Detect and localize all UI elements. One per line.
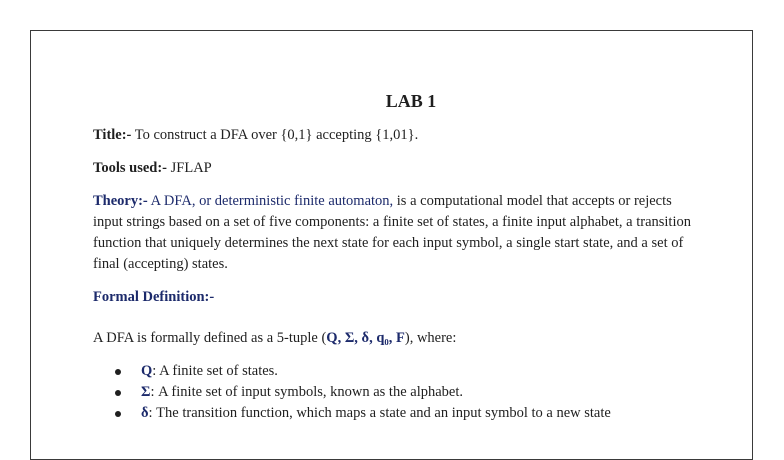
bullet-term: δ (141, 405, 149, 421)
title-text: To construct a DFA over {0,1} accepting {1,01}. (131, 127, 419, 143)
theory-label: Theory:- (93, 193, 148, 209)
bullet-icon (115, 369, 121, 375)
document-page (30, 30, 753, 460)
formal-intro-prefix: A DFA is formally defined as a 5-tuple ( (93, 330, 327, 346)
tools-label: Tools used:- (93, 160, 168, 176)
document-content (93, 91, 703, 424)
definition-list (93, 361, 703, 424)
tools-text: JFLAP (167, 160, 212, 176)
bullet-icon (115, 390, 121, 396)
bullet-term: Σ (141, 384, 151, 400)
theory-text: is a computational model that accepts or rejects input strings based on a set of five components: a finite set of states, a finite input alphabet, a transition function that uniquely determines the next state for each input symbol, a single start state, and a set of final (accepting) states. (93, 193, 691, 272)
tools-line (93, 158, 703, 179)
formal-tuple: Q, Σ, δ, q₀, F (326, 330, 405, 346)
theory-paragraph (93, 191, 703, 275)
formal-intro-suffix: ), where: (404, 330, 457, 346)
list-item (115, 403, 703, 424)
bullet-text: : A finite set of input symbols, known as the alphabet. (150, 384, 463, 400)
bullet-icon (115, 411, 121, 417)
title-label: Title:- (93, 127, 132, 143)
lab-title: LAB 1 (385, 91, 437, 111)
formal-intro (93, 328, 703, 349)
theory-lead: A DFA, or deterministic finite automaton, (147, 193, 394, 209)
list-item (115, 361, 703, 382)
bullet-term: Q (141, 363, 153, 379)
list-item (115, 382, 703, 403)
formal-definition-heading: Formal Definition:- (93, 289, 215, 305)
title-line (93, 125, 703, 146)
bullet-text: : A finite set of states. (152, 363, 278, 379)
bullet-text: : The transition function, which maps a state and an input symbol to a new state (148, 405, 611, 421)
